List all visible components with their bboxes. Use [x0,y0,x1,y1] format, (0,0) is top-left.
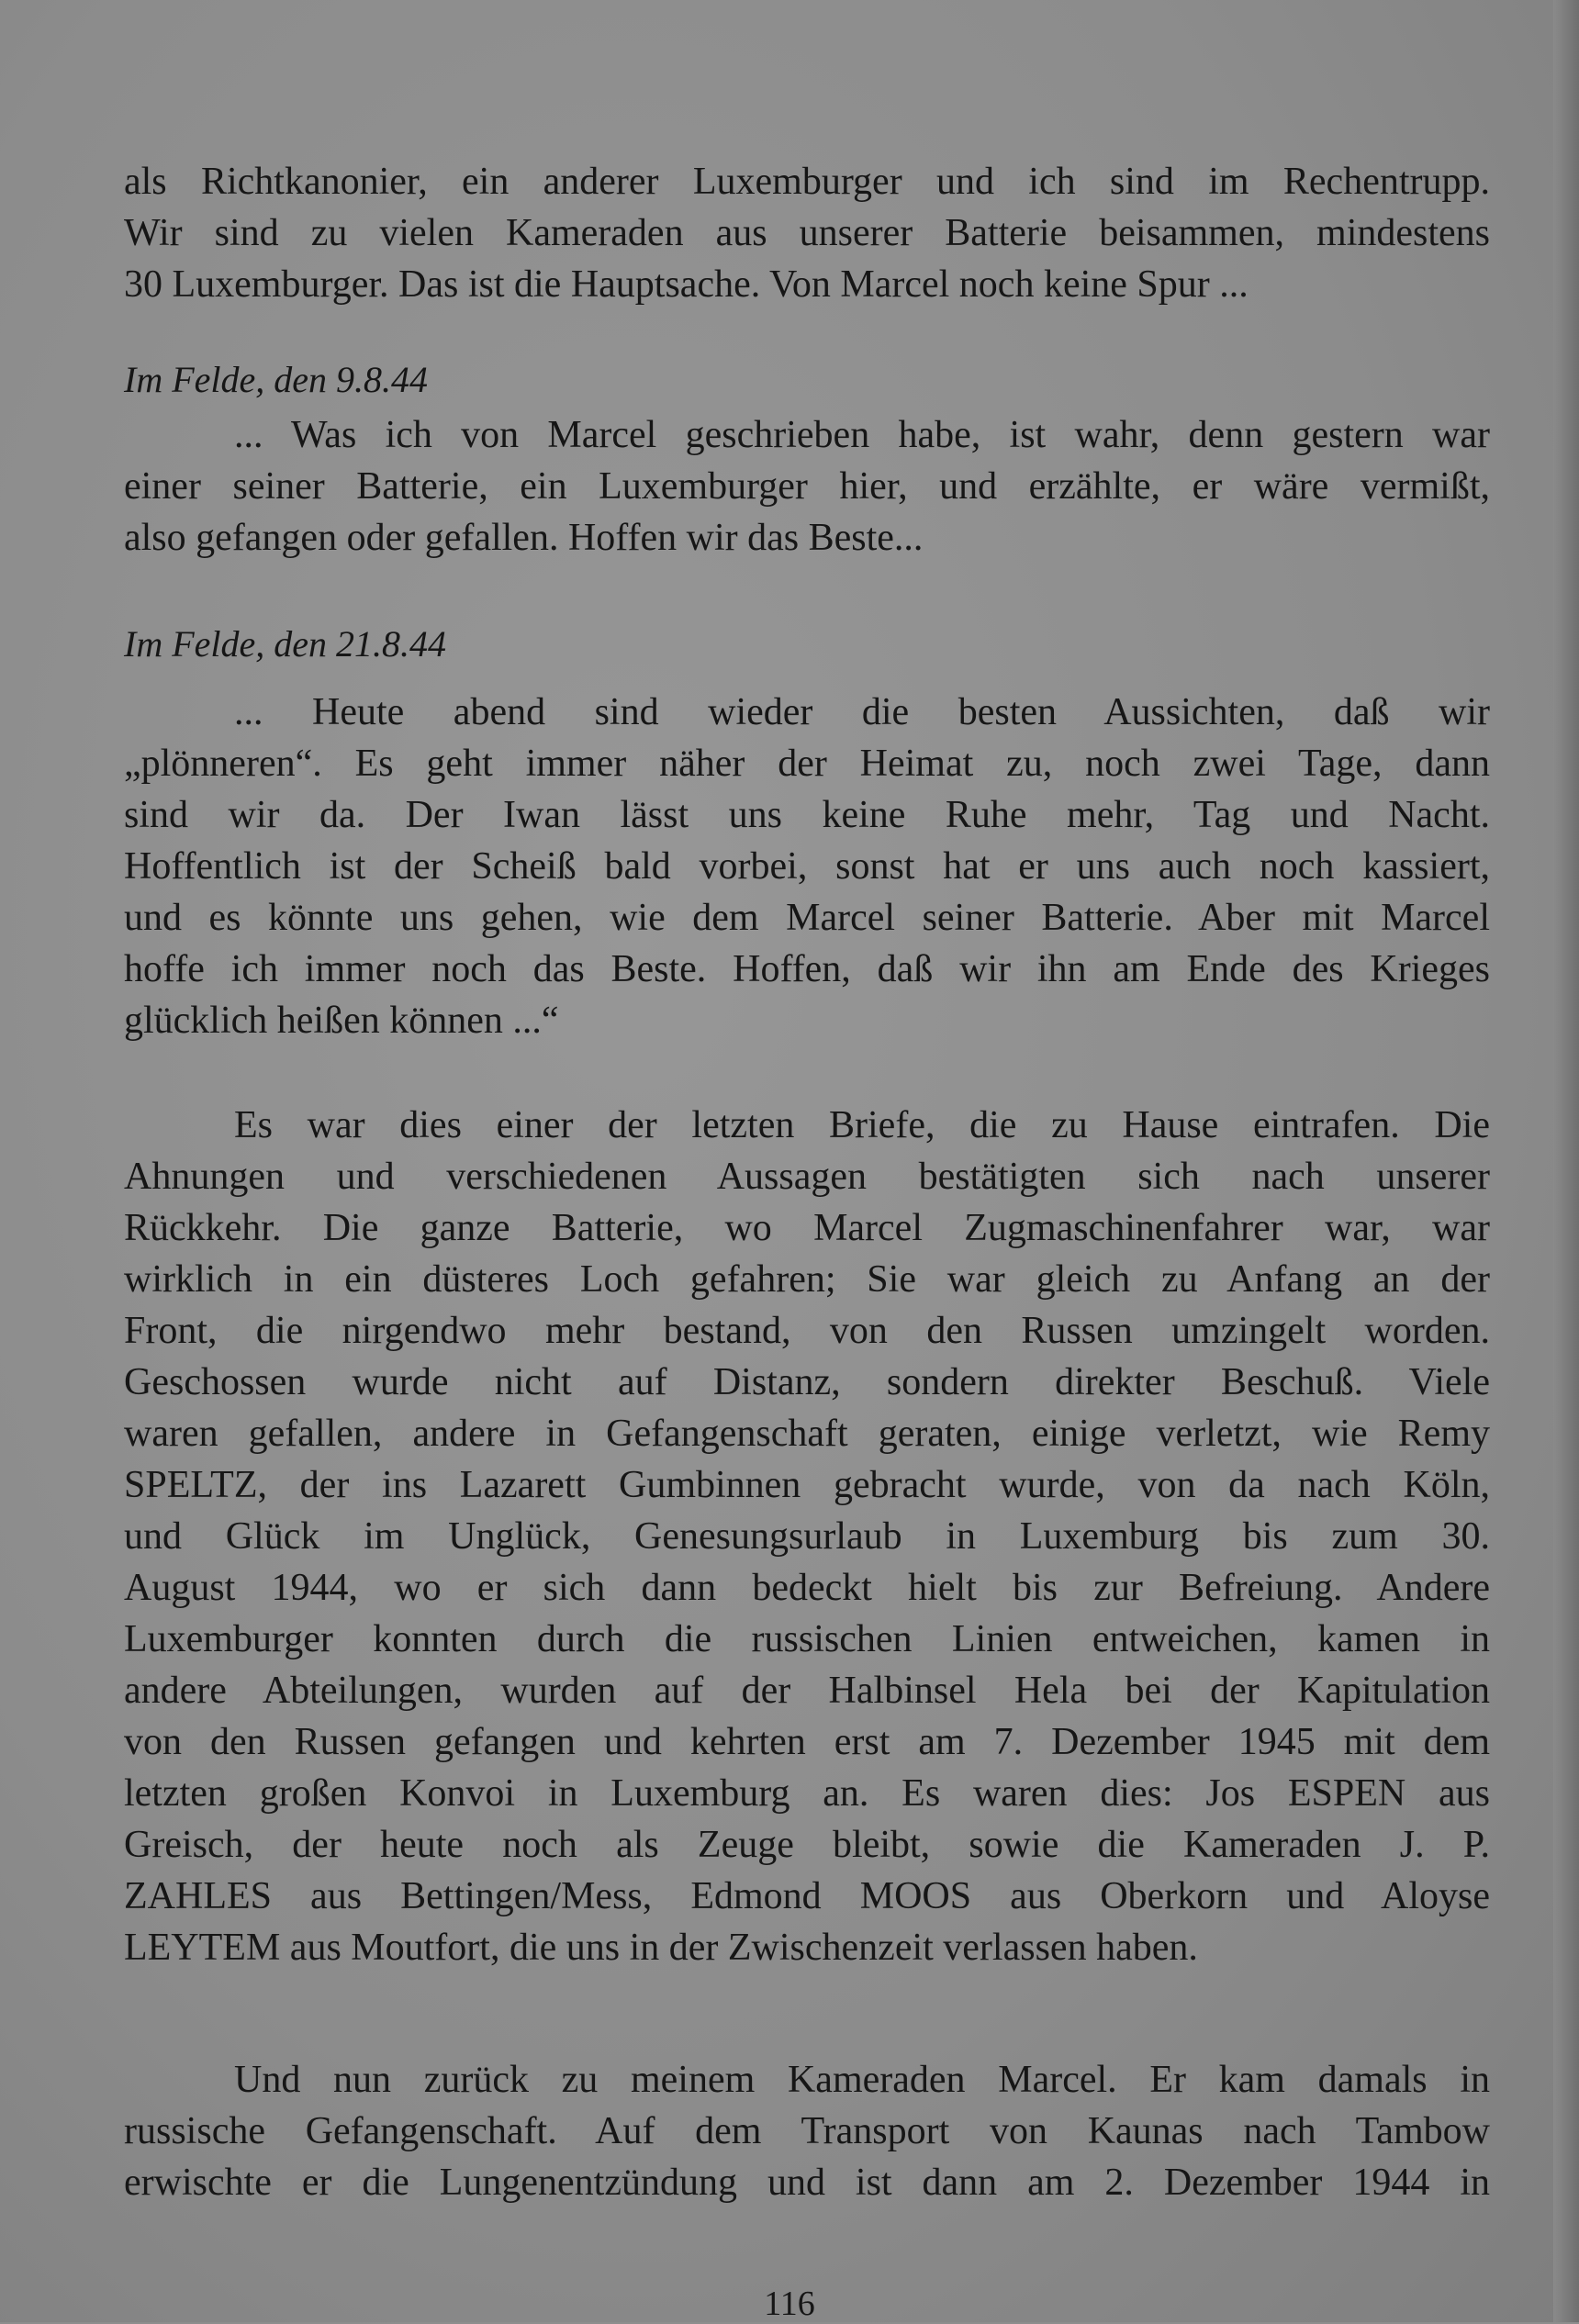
text-line: ZAHLES aus Bettingen/Mess, Edmond MOOS aus Oberkorn und Aloyse [124,1875,1490,1917]
text-line: ... Heute abend sind wieder die besten Aussichten, daß wir [234,691,1490,733]
text-line: als Richtkanonier, ein anderer Luxemburger und ich sind im Rechentrupp. [124,161,1490,203]
text-line: Rückkehr. Die ganze Batterie, wo Marcel Zugmaschinenfahrer war, war [124,1207,1490,1249]
text-line: andere Abteilungen, wurden auf der Halbinsel Hela bei der Kapitulation [124,1670,1490,1712]
text-line: von den Russen gefangen und kehrten erst am 7. Dezember 1945 mit dem [124,1721,1490,1763]
heading-text: Im Felde, den 21.8.44 [124,623,447,665]
text-line: 30 Luxemburger. Das ist die Hauptsache. Von Marcel noch keine Spur ... [124,263,1249,306]
letter-date-heading [124,354,1490,406]
text-line: Es war dies einer der letzten Briefe, die zu Hause eintrafen. Die [234,1104,1490,1146]
letter-date-heading [124,619,1490,670]
text-line: also gefangen oder gefallen. Hoffen wir das Beste... [124,517,924,559]
text-line: Und nun zurück zu meinem Kameraden Marcel. Er kam damals in [234,2059,1490,2101]
text-line: Hoffentlich ist der Scheiß bald vorbei, sonst hat er uns auch noch kassiert, [124,845,1490,888]
text-line: Wir sind zu vielen Kameraden aus unserer Batterie beisammen, mindestens [124,212,1490,254]
text-line: und es könnte uns gehen, wie dem Marcel seiner Batterie. Aber mit Marcel [124,897,1490,939]
page-edge-shadow [1553,0,1579,2322]
paragraph [124,1100,1490,1973]
text-line: waren gefallen, andere in Gefangenschaft geraten, einige verletzt, wie Remy [124,1413,1490,1455]
text-line: einer seiner Batterie, ein Luxemburger hier, und erzählte, er wäre vermißt, [124,465,1490,508]
text-line: letzten großen Konvoi in Luxemburg an. Es waren dies: Jos ESPEN aus [124,1772,1490,1815]
text-line: hoffe ich immer noch das Beste. Hoffen, daß wir ihn am Ende des Krieges [124,948,1490,990]
text-line: sind wir da. Der Iwan lässt uns keine Ruhe mehr, Tag und Nacht. [124,794,1490,836]
text-line: Greisch, der heute noch als Zeuge bleibt, sowie die Kameraden J. P. [124,1824,1490,1866]
text-line: Ahnungen und verschiedenen Aussagen bestätigten sich nach unserer [124,1156,1490,1198]
paragraph [124,156,1490,310]
text-line: Luxemburger konnten durch die russischen Linien entweichen, kamen in [124,1618,1490,1660]
text-line: Geschossen wurde nicht auf Distanz, sondern direkter Beschuß. Viele [124,1361,1490,1403]
text-line: russische Gefangenschaft. Auf dem Transport von Kaunas nach Tambow [124,2110,1490,2152]
text-line: erwischte er die Lungenentzündung und ist dann am 2. Dezember 1944 in [124,2162,1490,2204]
paragraph [124,687,1490,1046]
paragraph [124,2054,1490,2208]
paragraph [124,409,1490,564]
text-line: wirklich in ein düsteres Loch gefahren; Sie war gleich zu Anfang an der [124,1258,1490,1301]
page-number: 116 [764,2285,815,2323]
text-line: und Glück im Unglück, Genesungsurlaub in Luxemburg bis zum 30. [124,1515,1490,1558]
heading-text: Im Felde, den 9.8.44 [124,359,429,400]
text-line: glücklich heißen können ...“ [124,1000,559,1042]
text-line: SPELTZ, der ins Lazarett Gumbinnen gebracht wurde, von da nach Köln, [124,1464,1490,1506]
text-line: „plönneren“. Es geht immer näher der Heimat zu, noch zwei Tage, dann [124,743,1490,785]
text-line: LEYTEM aus Moutfort, die uns in der Zwischenzeit verlassen haben. [124,1927,1198,1969]
text-line: ... Was ich von Marcel geschrieben habe, ist wahr, denn gestern war [234,414,1490,456]
text-line: August 1944, wo er sich dann bedeckt hielt bis zur Befreiung. Andere [124,1567,1490,1609]
text-line: Front, die nirgendwo mehr bestand, von den Russen umzingelt worden. [124,1310,1490,1352]
